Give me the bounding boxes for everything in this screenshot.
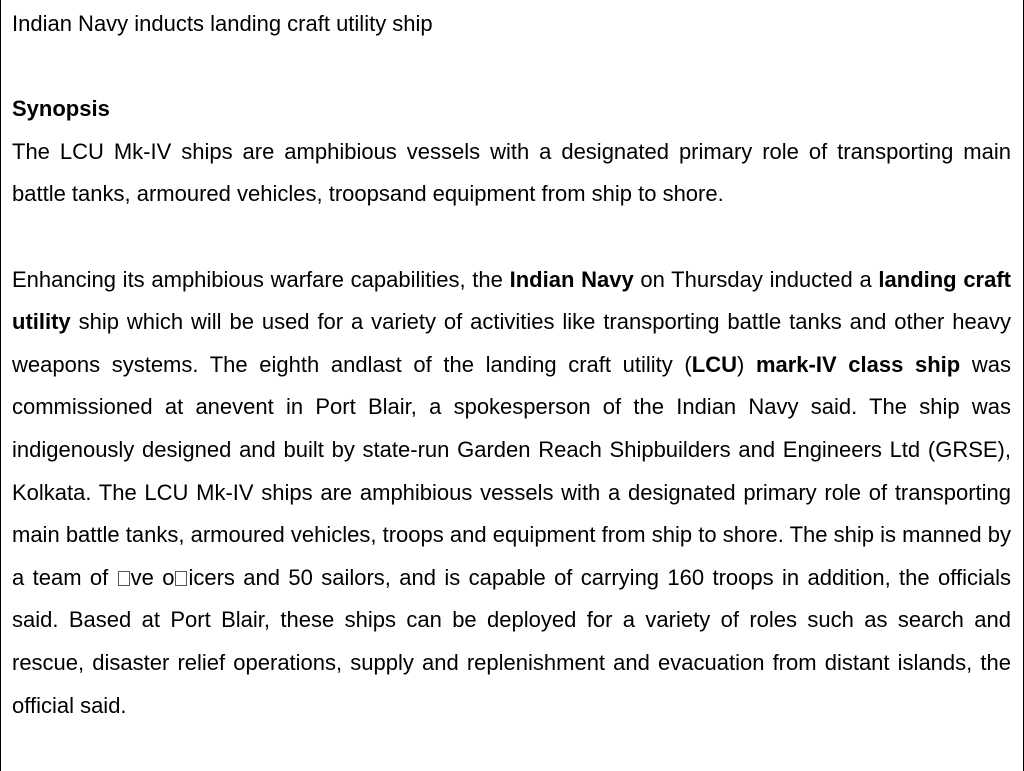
body-text: was commissioned at anevent in Port Blair, a spokesperson of the Indian Navy said. The ship was indigenously designed and built by state-run Garden Reach Shipbuilders and Engineers Ltd (GRSE), Kolkata. The LCU Mk-IV ships are amphibious vessels with a designated primary role of transporting main battle tanks, armoured vehicles, troops and equipment from ship to shore. The ship is manned by a team of — [12, 351, 1011, 590]
bold-lcu: LCU — [691, 351, 737, 377]
bold-landing-craft-utility: landing craft utility — [12, 266, 1012, 335]
article-body — [12, 259, 1011, 728]
body-text: ve — [130, 564, 154, 590]
synopsis-text: The LCU Mk-IV ships are amphibious vessels with a designated primary role of transporting main battle tanks, armoured vehicles, troopsand equipment from ship to shore. — [12, 138, 1011, 207]
bold-indian-navy: Indian Navy — [509, 266, 634, 292]
body-text: Enhancing its amphibious warfare capabilities, the — [12, 266, 510, 292]
body-text: ship which will be used for a variety of activities like transporting battle tanks and other heavy weapons systems. The eighth andlast of the landing craft utility ( — [12, 309, 1011, 377]
missing-glyph-icon — [118, 571, 130, 586]
body-text: icers and 50 sailors, and is capable of carrying 160 troops in addition, the officials said. Based at Port Blair, these ships can be deployed for a variety of roles such as search and rescue, disaster relief operations, supply and replenishment and evacuation from distant islands, the official said. — [12, 564, 1011, 718]
bold-mark-iv-class-ship: mark-IV class ship — [755, 351, 961, 377]
missing-glyph-icon — [175, 571, 187, 586]
synopsis-heading: Synopsis — [12, 96, 110, 122]
spacer — [12, 46, 1011, 89]
spacer — [12, 216, 1011, 259]
body-text: o — [153, 564, 175, 590]
body-text: on Thursday inducted a — [633, 266, 879, 292]
body-text: ) — [736, 351, 756, 377]
article-title: Indian Navy inducts landing craft utility ship — [12, 11, 433, 36]
